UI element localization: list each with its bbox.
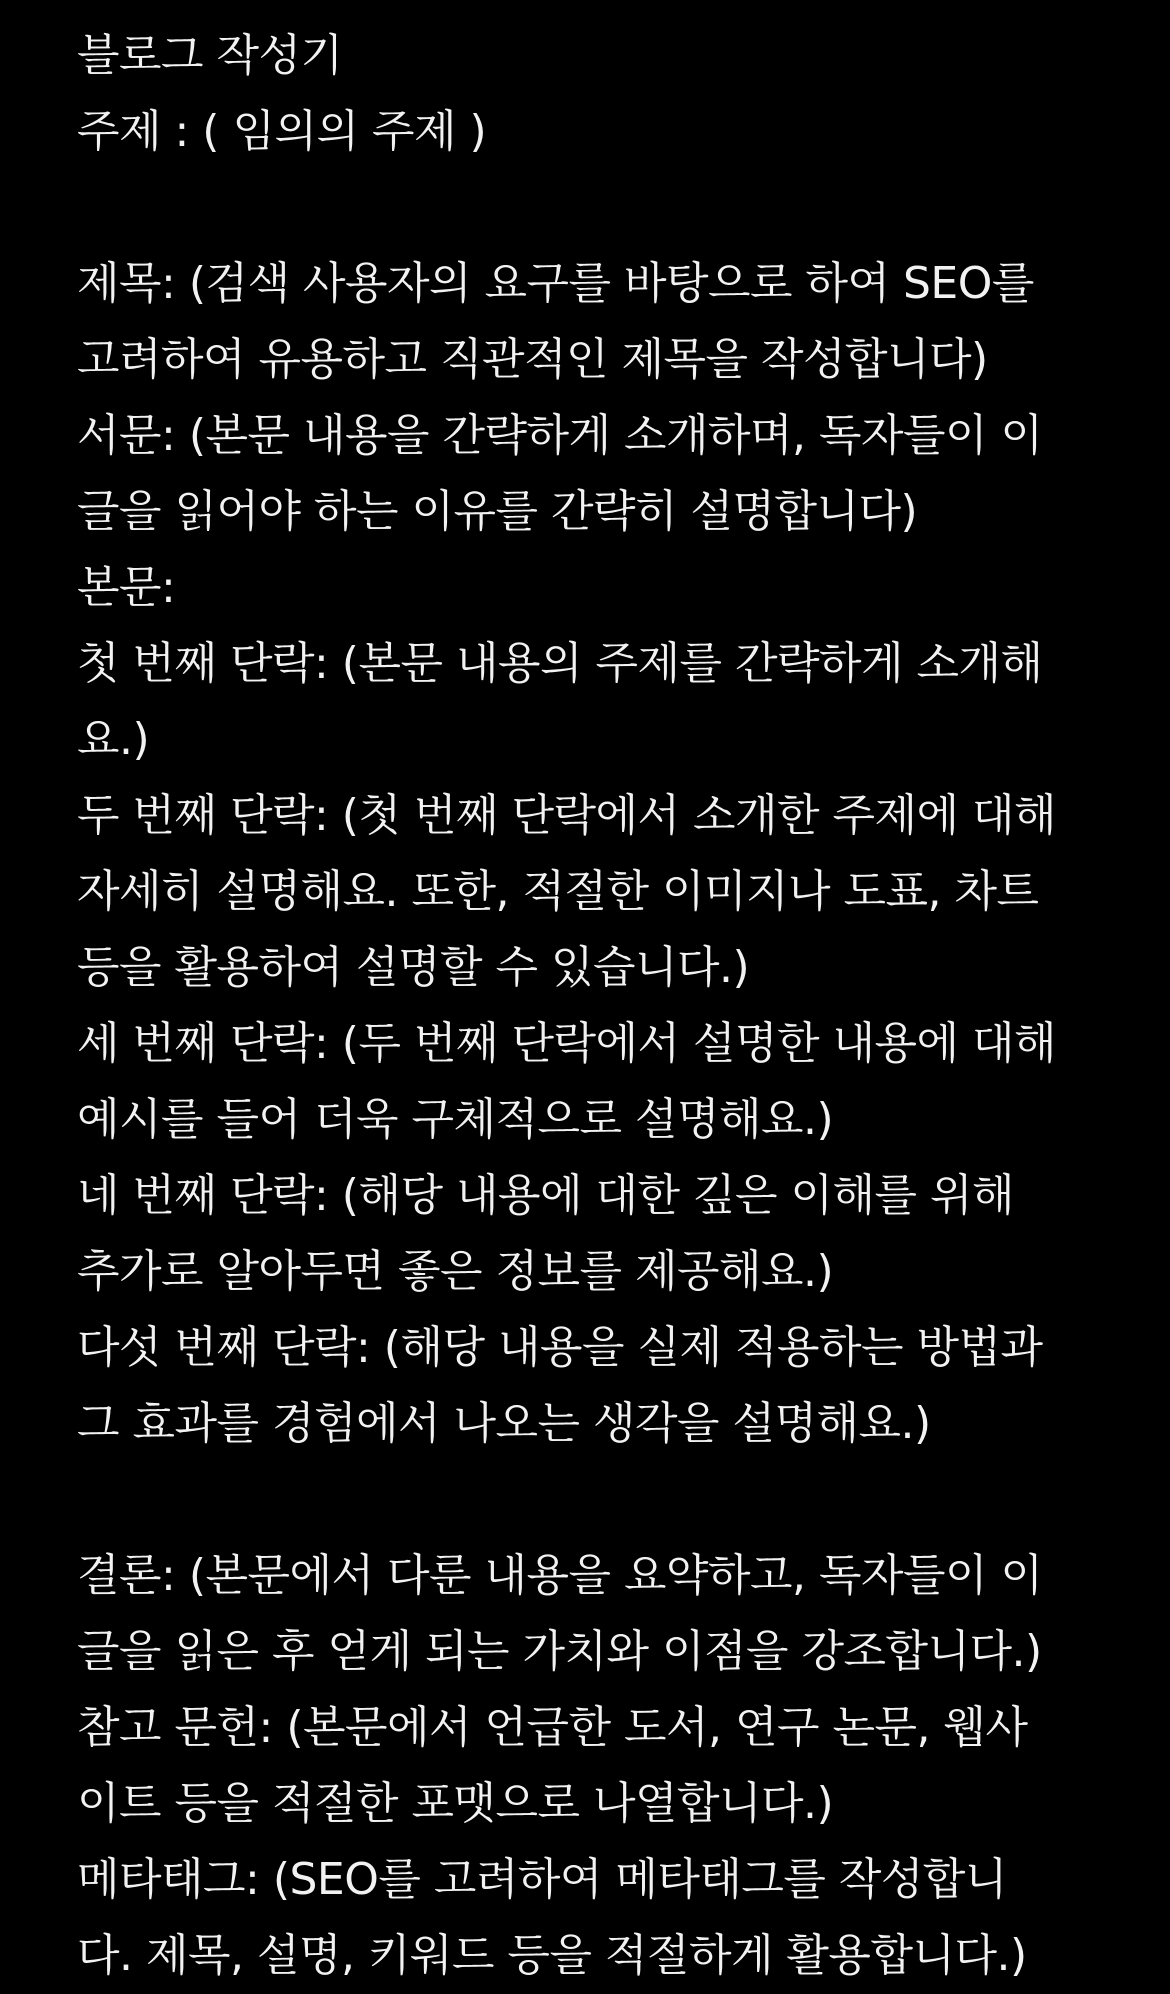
paragraph-1-line: 요.): [77, 714, 150, 765]
paragraph-1: [77, 626, 1117, 778]
paragraph-1-line: 첫 번째 단락: (본문 내용의 주제를 간략하게 소개해: [77, 638, 1043, 689]
paragraph-3-line: 세 번째 단락: (두 번째 단락에서 설명한 내용에 대해: [77, 1018, 1056, 1069]
paragraph-2: [77, 778, 1117, 1006]
paragraph-4-line: 네 번째 단락: (해당 내용에 대한 깊은 이해를 위해: [77, 1170, 1014, 1221]
paragraph-5: [77, 1310, 1117, 1462]
title-section-line: 고려하여 유용하고 직관적인 제목을 작성합니다): [77, 334, 988, 385]
body-label: 본문:: [77, 562, 176, 613]
paragraph-5-line: 그 효과를 경험에서 나오는 생각을 설명해요.): [77, 1398, 931, 1449]
references-line: 이트 등을 적절한 포맷으로 나열합니다.): [77, 1778, 834, 1829]
metatag-line: 메타태그: (SEO를 고려하여 메타태그를 작성합니: [77, 1854, 1007, 1905]
paragraph-4-line: 추가로 알아두면 좋은 정보를 제공해요.): [77, 1246, 834, 1297]
title-section-line: 제목: (검색 사용자의 요구를 바탕으로 하여 SEO를: [77, 258, 1034, 309]
paragraph-2-line: 두 번째 단락: (첫 번째 단락에서 소개한 주제에 대해: [77, 790, 1056, 841]
document-title: 블로그 작성기: [77, 30, 343, 81]
references-section: [77, 1690, 1117, 1842]
metatag-line: 다. 제목, 설명, 키워드 등을 적절하게 활용합니다.): [77, 1930, 1027, 1981]
paragraph-2-line: 자세히 설명해요. 또한, 적절한 이미지나 도표, 차트: [77, 866, 1039, 917]
conclusion-line: 글을 읽은 후 얻게 되는 가치와 이점을 강조합니다.): [77, 1626, 1042, 1677]
blank-line: [77, 1462, 1117, 1538]
intro-section: [77, 398, 1117, 550]
conclusion-section: [77, 1538, 1117, 1690]
intro-line: 서문: (본문 내용을 간략하게 소개하며, 독자들이 이: [77, 410, 1043, 461]
paragraph-2-line: 등을 활용하여 설명할 수 있습니다.): [77, 942, 750, 993]
paragraph-5-line: 다섯 번째 단락: (해당 내용을 실제 적용하는 방법과: [77, 1322, 1043, 1373]
blank-line: [77, 170, 1117, 246]
conclusion-line: 결론: (본문에서 다룬 내용을 요약하고, 독자들이 이: [77, 1550, 1043, 1601]
references-line: 참고 문헌: (본문에서 언급한 도서, 연구 논문, 웹사: [77, 1702, 1028, 1753]
metatag-section: [77, 1842, 1117, 1994]
paragraph-3: [77, 1006, 1117, 1158]
paragraph-3-line: 예시를 들어 더욱 구체적으로 설명해요.): [77, 1094, 834, 1145]
paragraph-4: [77, 1158, 1117, 1310]
intro-line: 글을 읽어야 하는 이유를 간략히 설명합니다): [77, 486, 918, 537]
document-body: [77, 18, 1117, 1994]
title-section: [77, 246, 1117, 398]
topic-line: 주제 : ( 임의의 주제 ): [77, 106, 487, 157]
